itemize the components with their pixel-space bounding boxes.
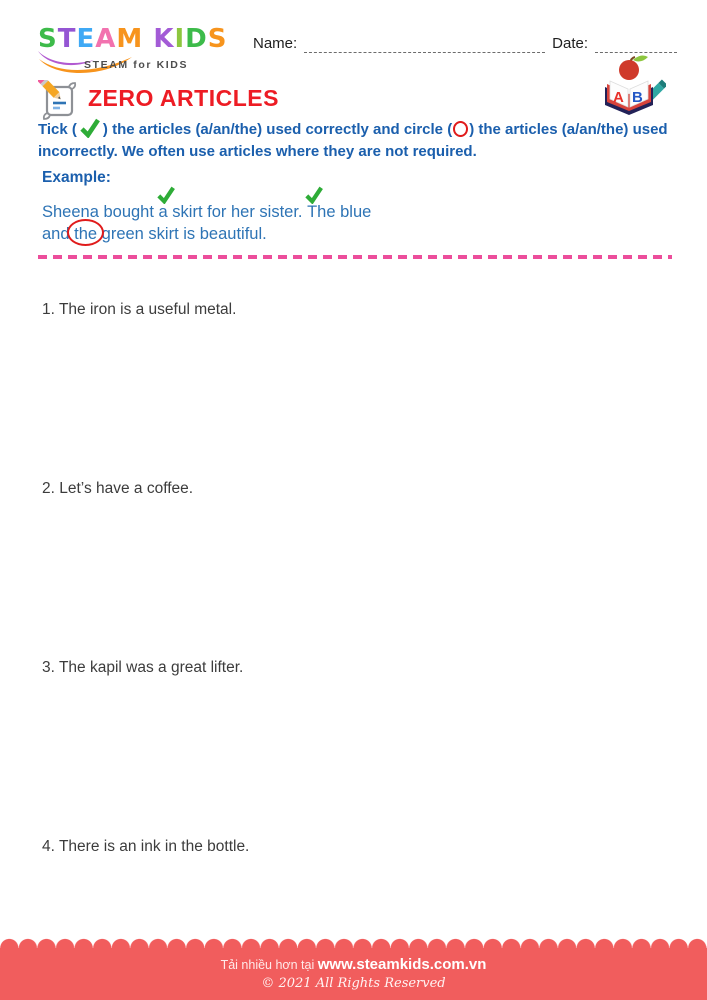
tick-icon <box>79 118 101 138</box>
instructions-text <box>38 118 683 163</box>
tick-icon <box>156 186 176 204</box>
dashed-divider <box>38 255 672 259</box>
tick-icon <box>304 186 324 204</box>
ticked-word: The <box>307 201 335 223</box>
instructions-part3: ) the articles (a/an/the) used incorrectly. We often use articles where they are not required. <box>38 121 668 160</box>
exercise-sentence-4: 4. There is an ink in the bottle. <box>42 838 250 855</box>
name-label: Name: <box>253 35 298 52</box>
example-text: skirt for her sister. <box>167 203 308 221</box>
exercise-sentence-3: 3. The kapil was a great lifter. <box>42 659 244 676</box>
abc-book-icon <box>602 53 666 119</box>
page-title: ZERO ARTICLES <box>88 85 279 111</box>
footer <box>0 948 707 1000</box>
example-text: and <box>42 225 75 243</box>
example-text: Sheena bought <box>42 203 159 221</box>
instructions-part1: Tick ( <box>38 121 77 138</box>
pencil-paper-icon <box>38 80 82 120</box>
footer-website-url: www.steamkids.com.vn <box>317 956 487 973</box>
footer-download-line <box>0 956 707 973</box>
example-text: blue <box>335 203 372 221</box>
exercise-sentence-1: 1. The iron is a useful metal. <box>42 301 237 318</box>
instructions-part2: ) the articles (a/an/the) used correctly and circle ( <box>102 121 453 138</box>
book-letter-b: B <box>632 89 643 106</box>
example-text: green skirt is beautiful. <box>97 225 267 243</box>
exercise-sentence-2: 2. Let’s have a coffee. <box>42 480 194 497</box>
logo-wordmark: STEAM KIDS <box>38 24 228 54</box>
date-field-line <box>595 41 677 53</box>
footer-copyright: © 2021 All Rights Reserved <box>261 976 446 991</box>
circled-word: the <box>74 225 98 243</box>
circle-icon <box>453 121 468 137</box>
steamkids-logo <box>38 24 228 71</box>
name-date-row <box>253 36 677 53</box>
footer-scallop-edge <box>0 938 707 948</box>
ticked-word: a <box>159 201 168 223</box>
book-letter-a: A <box>613 89 624 106</box>
name-field-line <box>304 41 545 53</box>
example-sentence <box>42 201 371 245</box>
example-label: Example: <box>42 169 111 186</box>
footer-prefix: Tải nhiều hơn tại <box>220 958 318 972</box>
date-label: Date: <box>552 35 588 52</box>
example-line2 <box>42 223 371 245</box>
logo-tagline: STEAM for KIDS <box>84 59 189 71</box>
